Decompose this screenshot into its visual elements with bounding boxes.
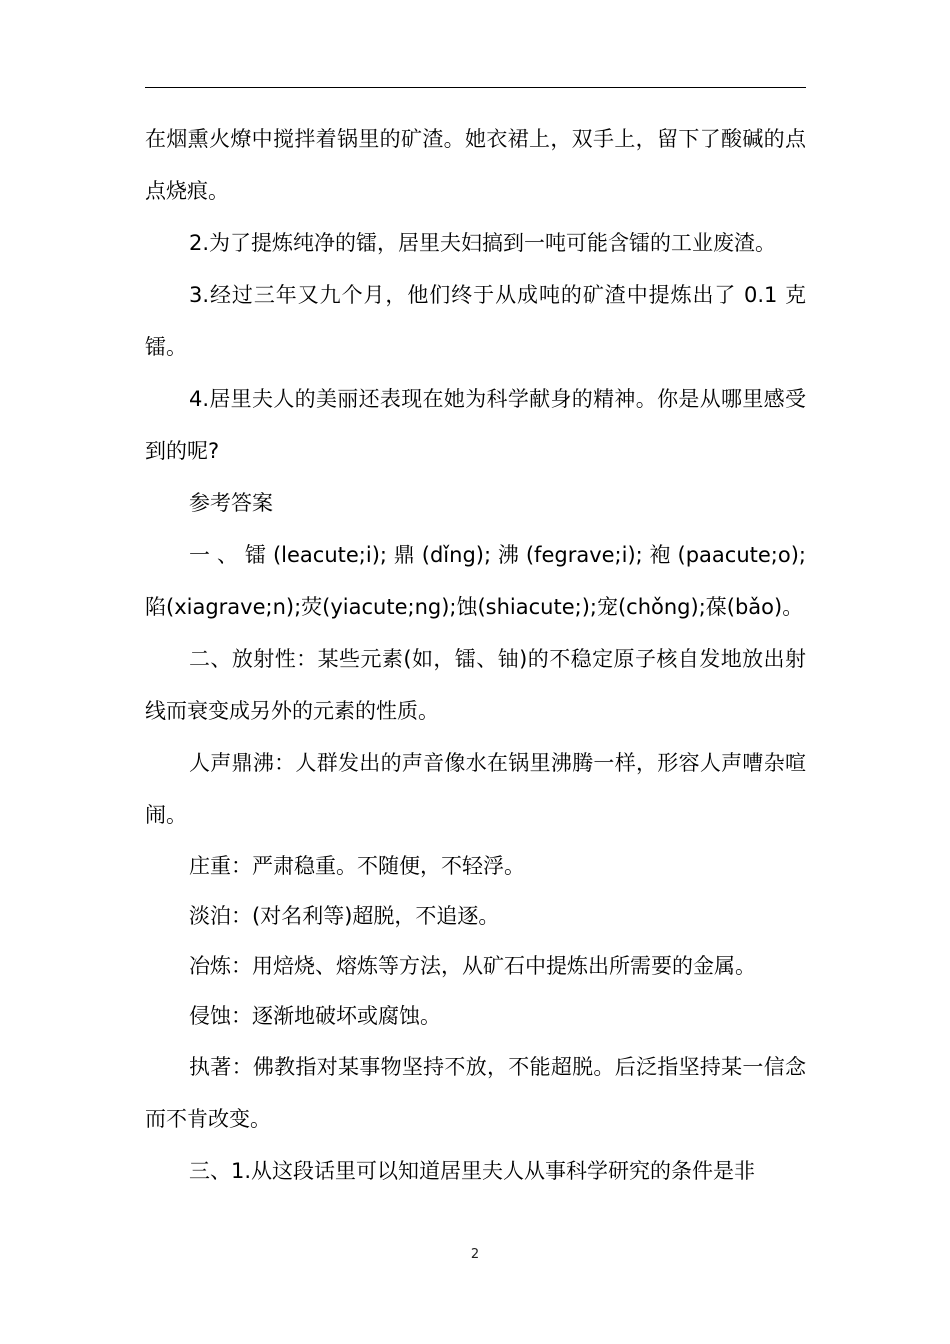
definition-yelian: 冶炼：用焙烧、熔炼等方法，从矿石中提炼出所需要的金属。 — [189, 954, 756, 978]
paragraph-section-three: 三、1.从这段话里可以知道居里夫人从事科学研究的条件是非 — [189, 1159, 756, 1183]
paragraph-2: 2.为了提炼纯净的镭，居里夫妇搞到一吨可能含镭的工业废渣。 — [189, 231, 777, 255]
definition-renshengdingfei: 人声鼎沸：人群发出的声音像水在锅里沸腾一样，形容人声嘈杂喧闹。 — [145, 751, 806, 827]
paragraph-4: 4.居里夫人的美丽还表现在她为科学献身的精神。你是从哪里感受到的呢? — [145, 387, 806, 463]
definition-qinshi: 侵蚀：逐渐地破坏或腐蚀。 — [189, 1004, 441, 1028]
header-rule — [145, 87, 806, 88]
definition-danbo: 淡泊：(对名利等)超脱，不追逐。 — [189, 904, 500, 928]
document-body — [145, 113, 806, 1197]
paragraph-pinyin: 一 、 镭 (leacute;i); 鼎 (dǐng); 沸 (fegrave;i); 袍 (paacute;o); 陷(xiagrave;n);荧(yiacute;ng);蚀(shiacute;);宠(chǒng);葆(bǎo)。 — [145, 543, 806, 619]
definition-zhizhuo: 执著：佛教指对某事物坚持不放，不能超脱。后泛指坚持某一信念而不肯改变。 — [145, 1055, 806, 1131]
section-heading-answers: 参考答案 — [189, 491, 273, 515]
definition-zhuangzhong: 庄重：严肃稳重。不随便，不轻浮。 — [189, 854, 525, 878]
paragraph-1: 在烟熏火燎中搅拌着锅里的矿渣。她衣裙上，双手上，留下了酸碱的点点烧痕。 — [145, 127, 806, 203]
definition-fangshexing: 二、放射性：某些元素(如，镭、铀)的不稳定原子核自发地放出射线而衰变成另外的元素的性质。 — [145, 647, 806, 723]
page-number: 2 — [470, 1247, 480, 1262]
paragraph-3: 3.经过三年又九个月，他们终于从成吨的矿渣中提炼出了 0.1 克镭。 — [145, 283, 806, 359]
